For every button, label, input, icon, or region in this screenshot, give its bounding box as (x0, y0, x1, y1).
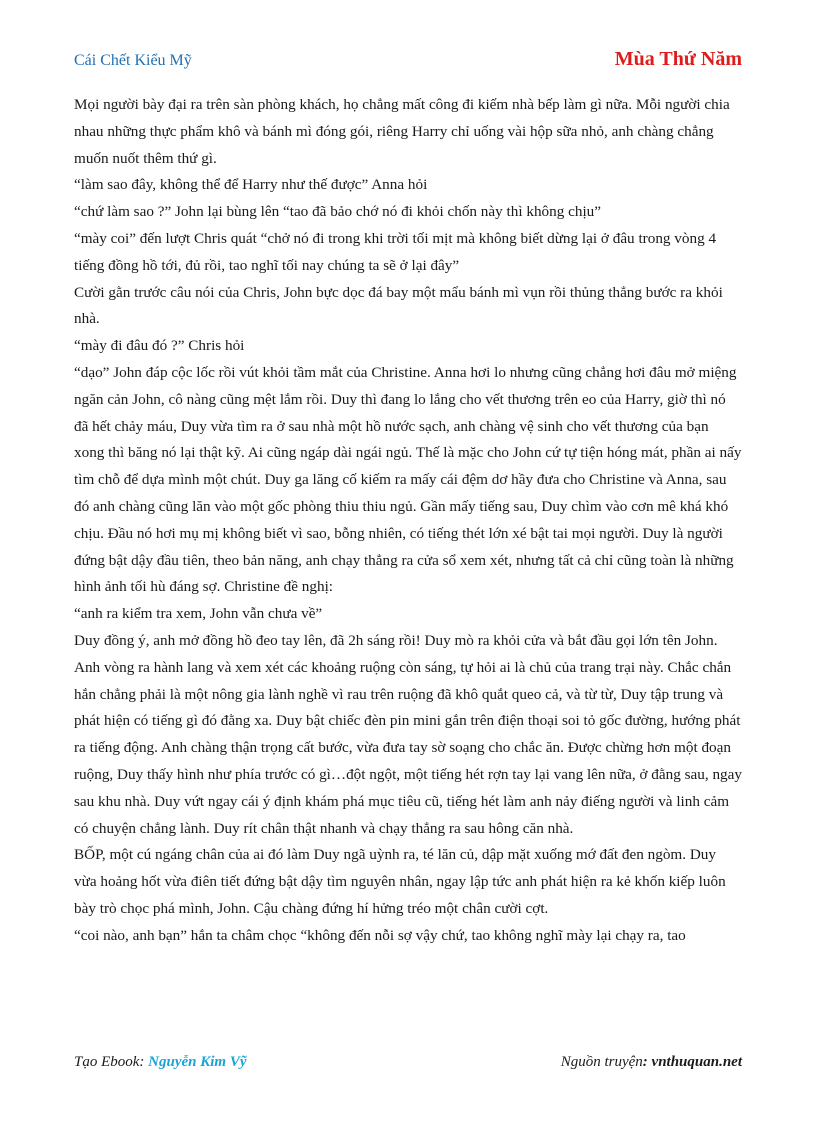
part-title: Mùa Thứ Năm (614, 48, 742, 70)
page-body (74, 92, 742, 1042)
page-header (74, 48, 742, 76)
paragraph: “mày đi đâu đó ?” Chris hỏi (74, 337, 245, 355)
source-colon: : (642, 1054, 652, 1070)
paragraph: “mày coi” đến lượt Chris quát “chở nó đi trong khi trời tối mịt mà không biết dừng lại ở đâu trong vòng 4 tiếng đồng hồ tới, đủ rồi, tao nghĩ tối nay chúng ta sẽ ở lại đây” (74, 229, 717, 274)
paragraph: Duy đồng ý, anh mở đồng hồ đeo tay lên, đã 2h sáng rồi! Duy mò ra khỏi cửa và bắt đầu gọi lớn tên John. Anh vòng ra hành lang và xem xét các khoảng ruộng còn sáng, tự hỏi ai là chủ của trang trại này. Chắc chắn hắn chẳng phải là một nông gia lành nghề vì rau trên ruộng đã khô quắt queo cả, và từ từ, Duy tập trung và phát hiện có tiếng gì đó đằng xa. Duy bật chiếc đèn pin mini gắn trên điện thoại soi tỏ gốc đường, hướng phát ra tiếng động. Anh chàng thận trọng cất bước, vừa đưa tay sờ soạng cho chắc ăn. Được chừng hơn một đoạn ruộng, Duy thấy hình như phía trước có gì…đột ngột, một tiếng hét rợn tay lại vang lên nữa, ở đằng sau, ngay sau khu nhà. Duy vứt ngay cái ý định khám phá mục tiêu cũ, tiếng hét làm anh nảy điếng người và linh cảm có chuyện chẳng lành. Duy rít chân thật nhanh và chạy thẳng ra sau hông căn nhà. (74, 631, 742, 837)
page-footer (74, 1054, 742, 1078)
source-label: Nguồn truyện (560, 1054, 643, 1070)
paragraph: BỐP, một cú ngáng chân của ai đó làm Duy ngã uỳnh ra, té lăn củ, dập mặt xuống mớ đất đen ngòm. Duy vừa hoảng hốt vừa điên tiết đứng bật dậy tìm nguyên nhân, ngay lập tức anh phát hiện ra kẻ khốn kiếp luôn bày trò chọc phá mình, John. Cậu chàng đứng hí hửng tréo một chân cười cợt. (74, 846, 726, 917)
paragraph: Cười gằn trước câu nói của Chris, John bực dọc đá bay một mẩu bánh mì vụn rồi thủng thẳng bước ra khỏi nhà. (74, 283, 723, 328)
paragraph: Mọi người bày đại ra trên sàn phòng khách, họ chẳng mất công đi kiếm nhà bếp làm gì nữa. Mỗi người chia nhau những thực phẩm khô và bánh mì đóng gói, riêng Harry chỉ uống vài hộp sữa nhỏ, anh chàng chẳng muốn nuốt thêm thứ gì. (74, 96, 730, 167)
paragraph: “dạo” John đáp cộc lốc rồi vút khỏi tầm mắt của Christine. Anna hơi lo nhưng cũng chẳng hơi đâu mở miệng ngăn cản John, cô nàng cũng mệt lắm rồi. Duy thì đang lo lắng cho vết thương trên eo của Harry, giờ thì nó đã hết chảy máu, Duy vừa tìm ra ở sau nhà một hồ nước sạch, anh chàng vệ sinh cho vết thương của bạn xong thì băng nó lại thật kỹ. Ai cũng ngáp dài ngái ngủ. Thế là mặc cho John cứ tự tiện hóng mát, phần ai nấy tìm chỗ để dựa mình một chút. Duy ga lăng cố kiếm ra mấy cái đệm dơ hầy đưa cho Christine và Anna, sau đó anh chàng cũng lăn vào một gốc phòng thiu thiu ngủ. Gần mấy tiếng sau, Duy chìm vào cơn mê khá khó chịu. Đầu nó hơi mụ mị không biết vì sao, bỗng nhiên, có tiếng thét lớn xé bật tai mọi người. Duy là người đứng bật dậy đầu tiên, theo bản năng, anh chạy thẳng ra cửa sổ xem xét, nhưng tất cả chỉ cũng toàn là những hình ảnh tối hù đáng sợ. Christine đề nghị: (74, 363, 742, 596)
paragraph: “làm sao đây, không thể để Harry như thế được” Anna hỏi (74, 176, 428, 194)
ebook-label: Tạo Ebook (74, 1054, 140, 1070)
ebook-author: Nguyễn Kim Vỹ (148, 1054, 247, 1070)
source-site: vnthuquan.net (651, 1054, 742, 1070)
paragraph: “anh ra kiểm tra xem, John vẫn chưa về” (74, 605, 323, 623)
book-title: Cái Chết Kiểu Mỹ (74, 52, 192, 69)
paragraph: “chứ làm sao ?” John lại bùng lên “tao đã bảo chớ nó đi khỏi chốn này thì không chịu” (74, 203, 602, 221)
source-credit (561, 1054, 742, 1071)
ebook-credit (74, 1054, 247, 1071)
paragraph: “coi nào, anh bạn” hắn ta châm chọc “không đến nỗi sợ vậy chứ, tao không nghĩ mày lại chạy ra, tao (74, 926, 686, 944)
ebook-colon: : (139, 1054, 149, 1070)
